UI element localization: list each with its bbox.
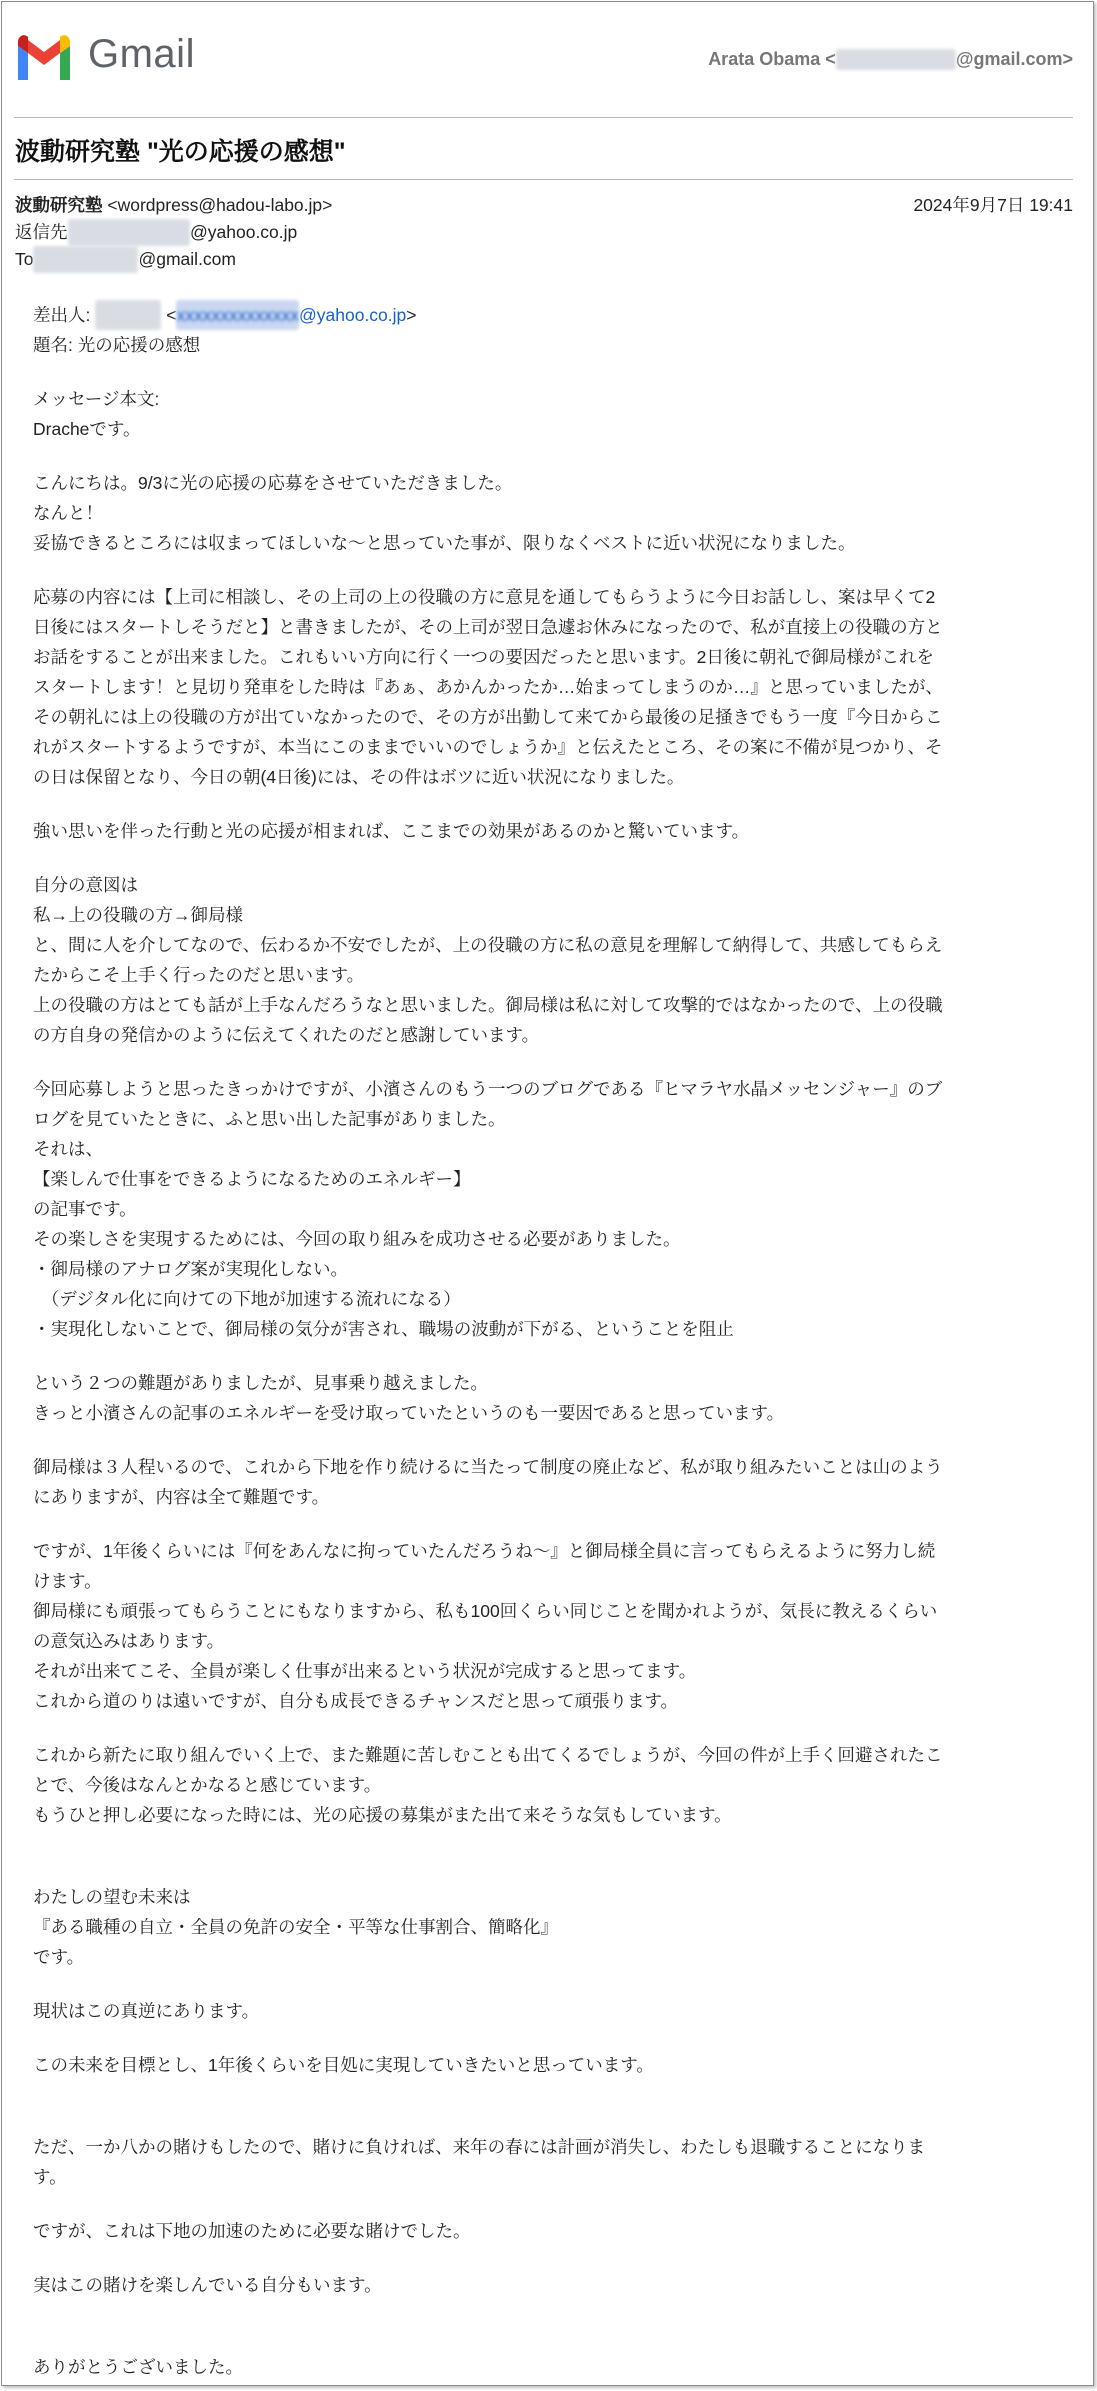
sender-gt: > <box>406 305 417 325</box>
email-date: 2024年9月7日 19:41 <box>913 195 1073 215</box>
from-email: <wordpress@hadou-labo.jp> <box>107 195 333 215</box>
spacer <box>33 1344 1053 1368</box>
paragraph-3: 強い思いを伴った行動と光の応援が相まれば、ここまでの効果があるのかと驚いています。 <box>33 821 750 841</box>
sender-email-hidden: xxxxxxxxxxxxxx <box>176 300 299 330</box>
spacer <box>33 1512 1053 1536</box>
sender-label: 差出人: <box>33 305 91 325</box>
paragraph-0: Dracheです。 <box>33 419 141 439</box>
to-label: To <box>15 249 34 269</box>
spacer <box>33 2300 1053 2352</box>
email-body <box>33 300 1053 2382</box>
reply-to-line <box>15 219 1073 246</box>
sender-lt: < <box>166 305 177 325</box>
spacer <box>33 360 1053 384</box>
reply-to-hidden <box>68 219 191 246</box>
paragraph-4: 自分の意図は 私→上の役職の方→御局様 と、間に人を介してなので、伝わるか不安でしたが、上の役職の方に私の意見を理解して納得して、共感してもらえ たからこそ上手く行ったのだと思います。 上の役職の方はとても話が上手なんだろうなと思いました。御局様は私に対して攻撃的ではなかったので、上の役職 の方自身の発信かのように伝えてくれたのだと感謝しています。 <box>33 875 943 1045</box>
spacer <box>33 792 1053 816</box>
to-hidden <box>33 246 138 273</box>
from-name: 波動研究塾 <box>15 195 103 215</box>
paragraph-12: この未来を目標とし、1年後くらいを目処に実現していきたいと思っています。 <box>33 2055 654 2075</box>
app-name: Gmail <box>88 32 195 76</box>
spacer <box>33 1716 1053 1740</box>
sender-line <box>33 300 1053 330</box>
account-email-domain: @gmail.com> <box>955 49 1073 69</box>
email-print-view <box>1 1 1094 2386</box>
paragraph-8: ですが、1年後くらいには『何をあんなに拘っていたんだろうね〜』と御局様全員に言ってもらえるように努力し続 けます。 御局様にも頑張ってもらうことにもなりますから、私も100回くらい同じことを聞かれようが、気長に教えるくらい の意気込みはあります。 それが出来てこそ、全員が楽しく仕事が出来るという状況が完成すると思ってます。 これから道のりは遠いですが、自分も成長できるチャンスだと思って頑張ります。 <box>33 1541 938 1711</box>
paragraph-16: ありがとうございました。 <box>33 2357 243 2377</box>
paragraph-11: 現状はこの真逆にあります。 <box>33 2001 260 2021</box>
title-line: 題名: 光の応援の感想 <box>33 335 201 355</box>
paragraph-2: 応募の内容には【上司に相談し、その上司の上の役職の方に意見を通してもらうように今日お話しし、案は早くて2 日後にはスタートしそうだと】と書きましたが、その上司が翌日急遽お休みになったので、私が直接上の役職の方と お話をすることが出来ました。これもいい方向に行く一つの要因だったと思います。2日後に朝礼で御局様がこれを スタートします！と見切り発車をした時は『あぁ、あかんかったか…始まってしまうのか…』と思っていましたが、 その朝礼には上の役職の方が出ていなかったので、その方が出勤して来てから最後の足掻きでもう一度『今日からこ れがスタートするようですが、本当にこのままでいいのでしょうか』と伝えたところ、その案に不備が見つかり、そ の日は保留となり、今日の朝(4日後)には、その件はボツに近い状況になりました。 <box>33 587 943 787</box>
spacer <box>33 2192 1053 2216</box>
body-label: メッセージ本文: <box>33 389 160 409</box>
reply-to-domain: @yahoo.co.jp <box>190 222 298 242</box>
account-email-hidden <box>836 49 956 70</box>
header <box>2 2 1093 117</box>
paragraph-15: 実はこの賭けを楽しんでいる自分もいます。 <box>33 2275 382 2295</box>
spacer <box>33 1050 1053 1074</box>
spacer <box>33 1972 1053 1996</box>
account-email-open: < <box>825 49 836 69</box>
paragraph-7: 御局様は３人程いるので、これから下地を作り続けるに当たって制度の廃止など、私が取り組みたいことは山のよう にありますが、内容は全て難題です。 <box>33 1457 943 1507</box>
spacer <box>33 558 1053 582</box>
spacer <box>33 2080 1053 2132</box>
spacer <box>33 2026 1053 2050</box>
sender-name-hidden <box>95 300 161 330</box>
paragraph-5: 今回応募しようと思ったきっかけですが、小濱さんのもう一つのブログである『ヒマラヤ水晶メッセンジャー』のブ ログを見ていたときに、ふと思い出した記事がありました。 それは、 【楽しんで仕事をできるようになるためのエネルギー】 の記事です。 その楽しさを実現するためには、今回の取り組みを成功させる必要がありました。 ・御局様のアナログ案が実現化しない。 （デジタル化に向けての下地が加速する流れになる） ・実現化しないことで、御局様の気分が害され、職場の波動が下がる、ということを阻止 <box>33 1079 943 1339</box>
spacer <box>33 444 1053 468</box>
paragraph-10: わたしの望む未来は 『ある職種の自立・全員の免許の安全・平等な仕事割合、簡略化』 です。 <box>33 1887 558 1967</box>
gmail-logo-icon <box>14 34 74 80</box>
paragraph-13: ただ、一か八かの賭けもしたので、賭けに負ければ、来年の春には計画が消失し、わたしも退職することになりま す。 <box>33 2137 926 2187</box>
spacer <box>33 2246 1053 2270</box>
spacer <box>33 1428 1053 1452</box>
to-line <box>15 246 1073 273</box>
email-subject: 波動研究塾 "光の応援の感想" <box>15 138 346 166</box>
account-name: Arata Obama <box>708 49 821 69</box>
sender-email-link[interactable]: @yahoo.co.jp <box>298 305 407 325</box>
header-divider <box>14 117 1073 118</box>
paragraph-6: という２つの難題がありましたが、見事乗り越えました。 きっと小濱さんの記事のエネルギーを受け取っていたというのも一要因であると思っています。 <box>33 1373 785 1423</box>
spacer <box>33 1830 1053 1882</box>
email-meta <box>15 192 1073 273</box>
paragraph-14: ですが、これは下地の加速のために必要な賭けでした。 <box>33 2221 471 2241</box>
subject-divider <box>14 179 1073 180</box>
spacer <box>33 846 1053 870</box>
reply-to-label: 返信先 <box>15 222 68 242</box>
to-domain: @gmail.com <box>138 249 236 269</box>
paragraph-1: こんにちは。9/3に光の応援の応募をさせていただきました。 なんと！ 妥協できるところには収まってほしいな〜と思っていた事が、限りなくベストに近い状況になりました。 <box>33 473 856 553</box>
paragraph-9: これから新たに取り組んでいく上で、また難題に苦しむことも出てくるでしょうが、今回の件が上手く回避されたこ とで、今後はなんとかなると感じています。 もうひと押し必要になった時には、光の応援の募集がまた出て来そうな気もしています。 <box>33 1745 943 1825</box>
account-label <box>708 49 1073 70</box>
